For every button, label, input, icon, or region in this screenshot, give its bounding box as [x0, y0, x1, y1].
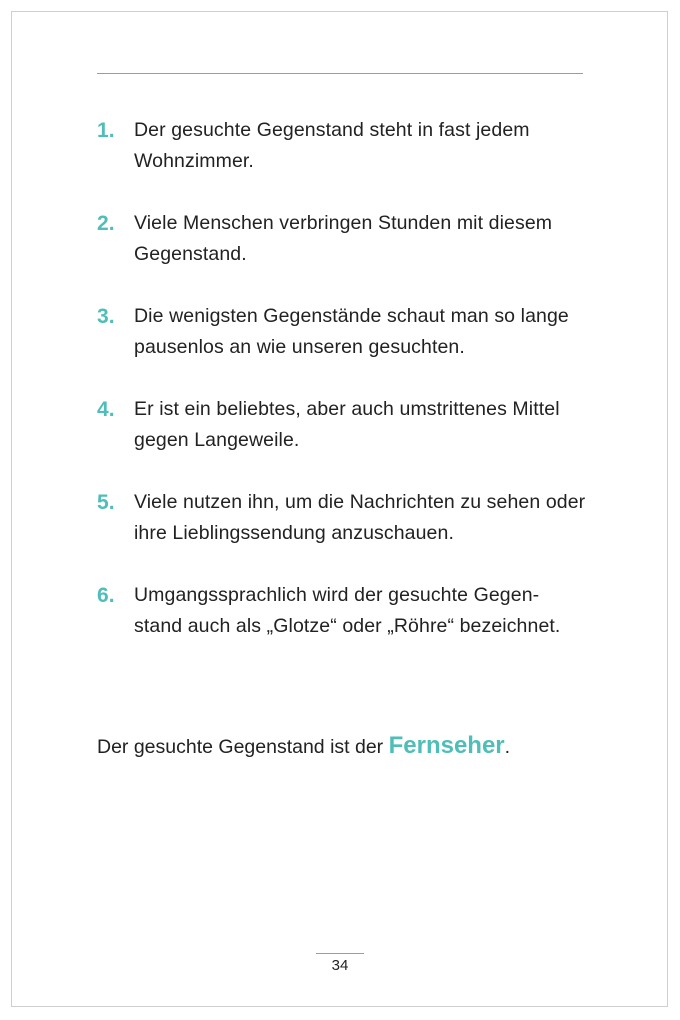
footer-divider	[316, 953, 364, 954]
page-number: 34	[331, 957, 349, 974]
clue-item	[97, 487, 587, 549]
clue-item	[97, 208, 587, 270]
clue-text: Umgangssprachlich wird der gesuchte Gegen-stand auch als „Glotze“ oder „Röhre“ bezeichnet.	[134, 584, 561, 637]
answer-word: Fernseher	[388, 732, 505, 759]
answer-suffix: .	[504, 736, 511, 758]
clue-number: 2.	[97, 212, 115, 235]
clue-number: 4.	[97, 398, 115, 421]
top-divider	[97, 73, 583, 74]
clue-text: Viele Menschen verbringen Stunden mit diesem Gegenstand.	[134, 212, 553, 265]
clue-item	[97, 394, 587, 456]
clue-text: Viele nutzen ihn, um die Nachrichten zu sehen oder ihre Lieblingssendung anzuschauen.	[134, 491, 586, 544]
clue-item	[97, 301, 587, 363]
clue-list	[97, 115, 587, 673]
clue-number: 5.	[97, 491, 115, 514]
clue-item	[97, 580, 587, 642]
clue-number: 6.	[97, 584, 115, 607]
clue-number: 3.	[97, 305, 115, 328]
clue-text: Der gesuchte Gegenstand steht in fast jedem Wohnzimmer.	[134, 119, 530, 172]
answer-prefix: Der gesuchte Gegenstand ist der	[97, 736, 389, 758]
clue-text: Die wenigsten Gegenstände schaut man so lange pausenlos an wie unseren gesuchten.	[134, 305, 569, 358]
clue-text: Er ist ein beliebtes, aber auch umstrittenes Mittel gegen Langeweile.	[134, 398, 560, 451]
answer-line	[97, 728, 510, 765]
clue-number: 1.	[97, 119, 115, 142]
clue-item	[97, 115, 587, 177]
